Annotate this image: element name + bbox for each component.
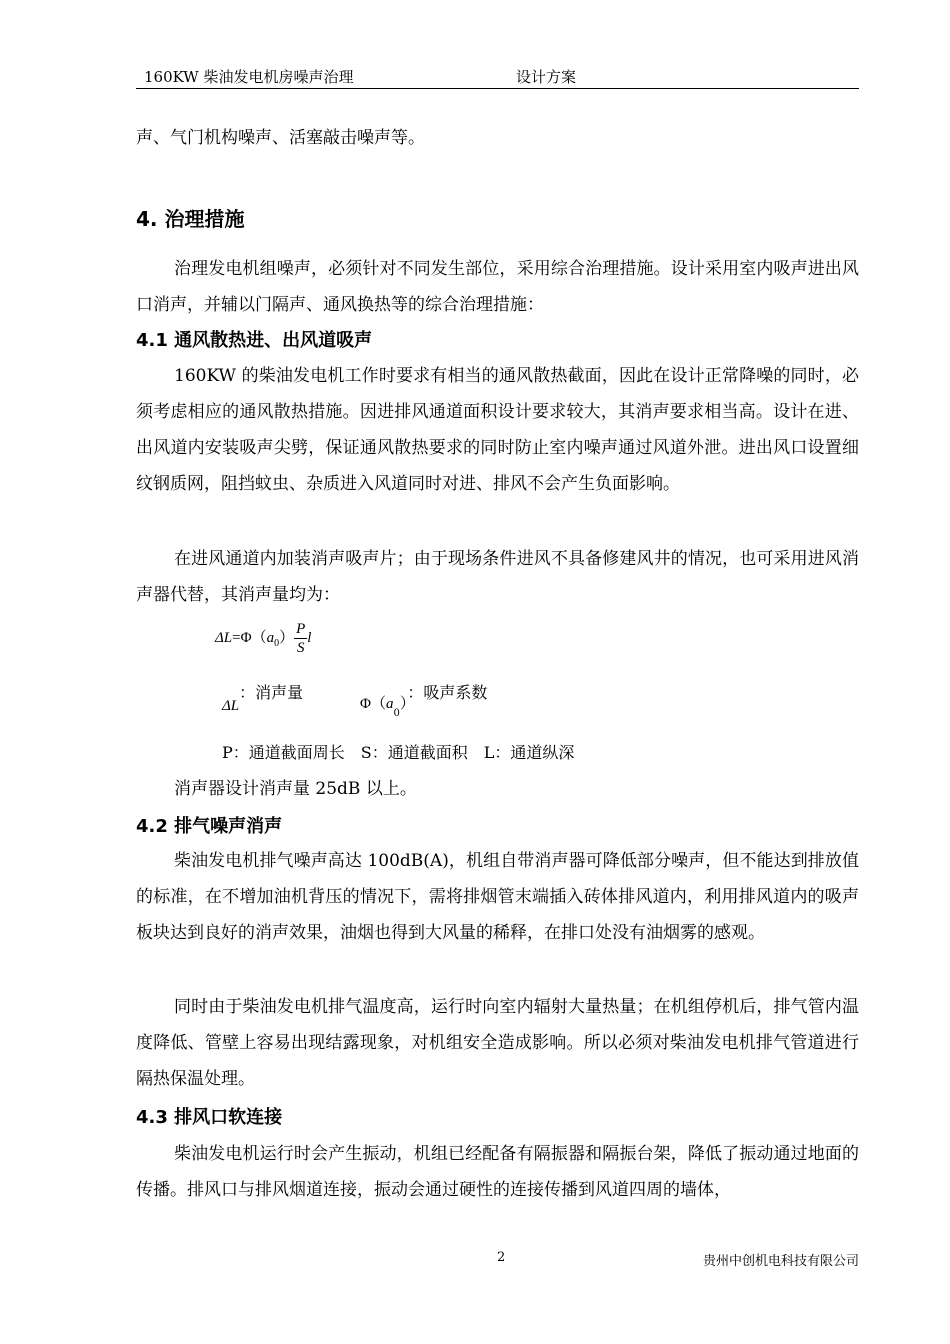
header-title: 160KW 柴油发电机房噪声治理	[144, 68, 354, 86]
section-4-heading: 4. 治理措施	[136, 207, 245, 231]
section-4-paragraph: 治理发电机组噪声，必须针对不同发生部位，采用综合治理措施。设计采用室内吸声进出风口消声，并辅以门隔声、通风换热等的综合治理措施：	[136, 259, 859, 315]
page-number: 2	[497, 1250, 506, 1265]
section-4-2-paragraph-1: 柴油发电机排气噪声高达 100dB(A)，机组自带消声器可降低部分噪声，但不能达到排放值的标准，在不增加油机背压的情况下，需将排烟管末端插入砖体排风道内，利用排风道内的吸声板块达到良好的消声效果，油烟也得到大风量的稀释，在排口处没有油烟雾的感观。	[136, 851, 859, 943]
section-4-2-paragraph-2: 同时由于柴油发电机排气温度高，运行时向室内辐射大量热量；在机组停机后，排气管内温度降低、管壁上容易出现结露现象，对机组安全造成影响。所以必须对柴油发电机排气管道进行隔热保温处理。	[136, 997, 859, 1089]
design-reduction-line: 消声器设计消声量 25dB 以上。	[174, 779, 417, 799]
section-4-1-paragraph-2: 在进风通道内加装消声吸声片；由于现场条件进风不具备修建风井的情况，也可采用进风消声器代替，其消声量均为：	[136, 549, 859, 605]
section-4-3-paragraph-1: 柴油发电机运行时会产生振动，机组已经配备有隔振器和隔振台架，降低了振动通过地面的传播。排风口与排风烟道连接，振动会通过硬性的连接传播到风道四周的墙体，	[136, 1144, 859, 1200]
legend-delta-l: ΔL：消声量	[222, 683, 304, 714]
section-4-2-heading: 4.2 排气噪声消声	[136, 816, 283, 837]
variables-line: P：通道截面周长 S：通道截面积 L：通道纵深	[222, 743, 575, 762]
header-subtitle: 设计方案	[516, 68, 577, 86]
footer-company: 贵州中创机电科技有限公司	[702, 1254, 859, 1269]
section-4-1-paragraph-1: 160KW 的柴油发电机工作时要求有相当的通风散热截面，因此在设计正常降噪的同时，必须考虑相应的通风散热措施。因进排风通道面积设计要求较大，其消声要求相当高。设计在进、出风道内安装吸声尖劈，保证通风散热要求的同时防止室内噪声通过风道外泄。进出风口设置细纹钢质网，阻挡蚊虫、杂质进入风道同时对进、排风不会产生负面影响。	[136, 366, 859, 494]
continuation-text: 声、气门机构噪声、活塞敲击噪声等。	[136, 128, 425, 148]
section-4-3-heading: 4.3 排风口软连接	[136, 1107, 283, 1128]
page-header	[136, 66, 859, 89]
section-4-1-heading: 4.1 通风散热进、出风道吸声	[136, 330, 373, 351]
noise-reduction-formula: $\Delta L=\Phi(a_0)$ $\frac{P}{S}$ l	[215, 621, 312, 656]
legend-phi: $\Phi(a_0)$：吸声系数	[360, 683, 488, 720]
